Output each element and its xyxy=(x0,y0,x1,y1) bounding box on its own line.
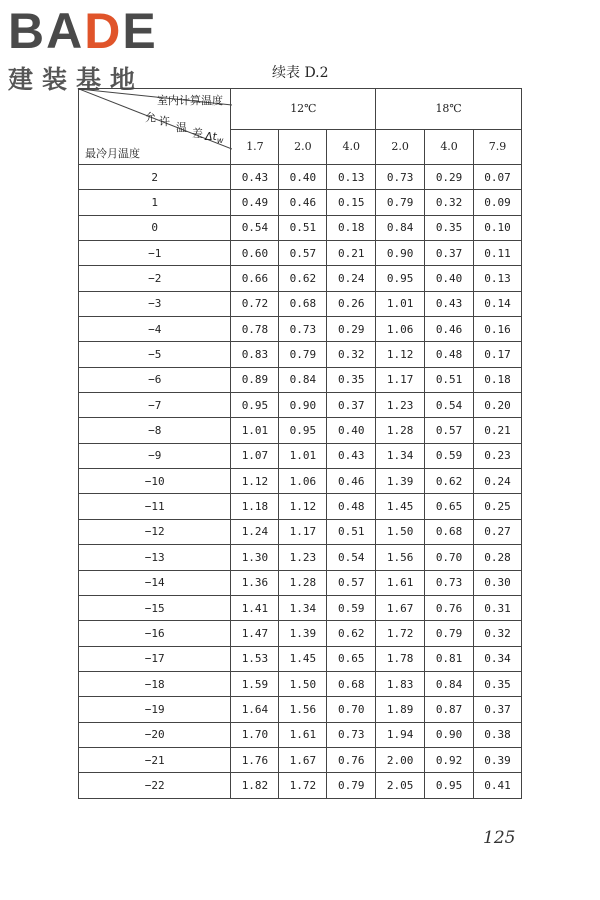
coldest-month-temp-cell: −1 xyxy=(79,241,231,266)
value-cell: 0.79 xyxy=(425,621,474,646)
value-cell: 1.06 xyxy=(376,317,425,342)
value-cell: 0.11 xyxy=(474,241,522,266)
table-row xyxy=(79,519,522,544)
table-row xyxy=(79,443,522,468)
coldest-month-temp-cell: −22 xyxy=(79,773,231,798)
value-cell: 1.34 xyxy=(376,443,425,468)
table-row xyxy=(79,545,522,570)
value-cell: 0.32 xyxy=(327,342,376,367)
coldest-month-temp-cell: 1 xyxy=(79,190,231,215)
value-cell: 0.48 xyxy=(425,342,474,367)
value-cell: 0.54 xyxy=(327,545,376,570)
value-cell: 0.43 xyxy=(327,443,376,468)
value-cell: 0.73 xyxy=(425,570,474,595)
value-cell: 1.89 xyxy=(376,697,425,722)
value-cell: 1.45 xyxy=(279,646,327,671)
value-cell: 0.73 xyxy=(327,722,376,747)
coldest-month-temp-cell: −11 xyxy=(79,494,231,519)
value-cell: 0.40 xyxy=(279,165,327,190)
table-row xyxy=(79,722,522,747)
value-cell: 0.84 xyxy=(376,215,425,240)
value-cell: 0.90 xyxy=(376,241,425,266)
value-cell: 0.54 xyxy=(425,393,474,418)
coldest-month-temp-cell: −13 xyxy=(79,545,231,570)
value-cell: 0.90 xyxy=(425,722,474,747)
value-cell: 0.48 xyxy=(327,494,376,519)
value-cell: 0.37 xyxy=(425,241,474,266)
value-cell: 1.61 xyxy=(376,570,425,595)
value-cell: 2.00 xyxy=(376,747,425,772)
coldest-month-temp-cell: −20 xyxy=(79,722,231,747)
value-cell: 1.94 xyxy=(376,722,425,747)
subheader-cell: 4.0 xyxy=(327,129,376,164)
value-cell: 0.68 xyxy=(327,671,376,696)
value-cell: 0.31 xyxy=(474,595,522,620)
value-cell: 0.70 xyxy=(327,697,376,722)
value-cell: 0.23 xyxy=(474,443,522,468)
value-cell: 1.01 xyxy=(231,418,279,443)
value-cell: 0.24 xyxy=(327,266,376,291)
coldest-month-temp-cell: −21 xyxy=(79,747,231,772)
subheader-cell: 4.0 xyxy=(425,129,474,164)
value-cell: 0.92 xyxy=(425,747,474,772)
value-cell: 0.37 xyxy=(327,393,376,418)
value-cell: 0.28 xyxy=(474,545,522,570)
value-cell: 1.53 xyxy=(231,646,279,671)
value-cell: 0.49 xyxy=(231,190,279,215)
coldest-month-temp-cell: −16 xyxy=(79,621,231,646)
value-cell: 0.66 xyxy=(231,266,279,291)
value-cell: 0.62 xyxy=(279,266,327,291)
logo-word-part: E xyxy=(122,3,158,59)
value-cell: 1.50 xyxy=(279,671,327,696)
table-row xyxy=(79,165,522,190)
value-cell: 0.40 xyxy=(327,418,376,443)
header-corner-cell xyxy=(79,89,231,165)
table-row xyxy=(79,291,522,316)
value-cell: 1.39 xyxy=(376,469,425,494)
value-cell: 0.43 xyxy=(425,291,474,316)
value-cell: 1.83 xyxy=(376,671,425,696)
value-cell: 1.34 xyxy=(279,595,327,620)
corner-label-allow-1: 允 xyxy=(145,111,156,124)
coldest-month-temp-cell: −3 xyxy=(79,291,231,316)
table-row xyxy=(79,697,522,722)
value-cell: 0.17 xyxy=(474,342,522,367)
value-cell: 0.73 xyxy=(376,165,425,190)
value-cell: 0.46 xyxy=(425,317,474,342)
coldest-month-temp-cell: −12 xyxy=(79,519,231,544)
value-cell: 1.23 xyxy=(376,393,425,418)
value-cell: 1.12 xyxy=(376,342,425,367)
value-cell: 0.65 xyxy=(327,646,376,671)
value-cell: 0.65 xyxy=(425,494,474,519)
value-cell: 1.12 xyxy=(279,494,327,519)
value-cell: 0.68 xyxy=(425,519,474,544)
value-cell: 0.79 xyxy=(376,190,425,215)
subheader-cell: 7.9 xyxy=(474,129,522,164)
value-cell: 1.18 xyxy=(231,494,279,519)
value-cell: 0.83 xyxy=(231,342,279,367)
coldest-month-temp-cell: −7 xyxy=(79,393,231,418)
table-row xyxy=(79,266,522,291)
value-cell: 1.59 xyxy=(231,671,279,696)
value-cell: 1.36 xyxy=(231,570,279,595)
value-cell: 0.57 xyxy=(425,418,474,443)
value-cell: 0.10 xyxy=(474,215,522,240)
value-cell: 1.41 xyxy=(231,595,279,620)
subheader-cell: 1.7 xyxy=(231,129,279,164)
value-cell: 0.84 xyxy=(425,671,474,696)
corner-label-delta xyxy=(205,130,223,145)
table-row xyxy=(79,317,522,342)
value-cell: 1.06 xyxy=(279,469,327,494)
value-cell: 1.24 xyxy=(231,519,279,544)
value-cell: 0.13 xyxy=(474,266,522,291)
corner-label-allow-4: 差 xyxy=(192,127,203,140)
value-cell: 0.35 xyxy=(425,215,474,240)
value-cell: 0.16 xyxy=(474,317,522,342)
value-cell: 1.67 xyxy=(376,595,425,620)
value-cell: 0.43 xyxy=(231,165,279,190)
value-cell: 0.29 xyxy=(425,165,474,190)
value-cell: 1.45 xyxy=(376,494,425,519)
value-cell: 0.76 xyxy=(327,747,376,772)
value-cell: 1.50 xyxy=(376,519,425,544)
value-cell: 0.38 xyxy=(474,722,522,747)
value-cell: 1.30 xyxy=(231,545,279,570)
corner-delta-subscript: w xyxy=(216,136,224,146)
value-cell: 0.32 xyxy=(474,621,522,646)
value-cell: 0.21 xyxy=(474,418,522,443)
value-cell: 0.14 xyxy=(474,291,522,316)
value-cell: 0.51 xyxy=(279,215,327,240)
value-cell: 2.05 xyxy=(376,773,425,798)
data-table xyxy=(78,88,522,799)
coldest-month-temp-cell: −15 xyxy=(79,595,231,620)
table-row xyxy=(79,621,522,646)
value-cell: 0.90 xyxy=(279,393,327,418)
table-row xyxy=(79,215,522,240)
value-cell: 0.15 xyxy=(327,190,376,215)
value-cell: 0.25 xyxy=(474,494,522,519)
value-cell: 1.01 xyxy=(279,443,327,468)
corner-delta-symbol: Δt xyxy=(205,130,217,143)
corner-label-allow-3: 温 xyxy=(176,121,187,134)
table-row xyxy=(79,393,522,418)
value-cell: 0.51 xyxy=(425,367,474,392)
value-cell: 0.95 xyxy=(279,418,327,443)
coldest-month-temp-cell: −6 xyxy=(79,367,231,392)
value-cell: 0.62 xyxy=(327,621,376,646)
value-cell: 0.34 xyxy=(474,646,522,671)
table-row xyxy=(79,747,522,772)
value-cell: 1.23 xyxy=(279,545,327,570)
coldest-month-temp-cell: −19 xyxy=(79,697,231,722)
logo-subtitle: 建装基地 xyxy=(8,65,145,94)
value-cell: 0.24 xyxy=(474,469,522,494)
table-row xyxy=(79,418,522,443)
coldest-month-temp-cell: 2 xyxy=(79,165,231,190)
table-row xyxy=(79,367,522,392)
value-cell: 1.12 xyxy=(231,469,279,494)
value-cell: 0.79 xyxy=(327,773,376,798)
value-cell: 1.72 xyxy=(376,621,425,646)
value-cell: 0.35 xyxy=(474,671,522,696)
value-cell: 0.13 xyxy=(327,165,376,190)
value-cell: 1.17 xyxy=(376,367,425,392)
value-cell: 1.67 xyxy=(279,747,327,772)
value-cell: 0.27 xyxy=(474,519,522,544)
value-cell: 1.70 xyxy=(231,722,279,747)
value-cell: 1.76 xyxy=(231,747,279,772)
value-cell: 0.30 xyxy=(474,570,522,595)
coldest-month-temp-cell: −8 xyxy=(79,418,231,443)
value-cell: 0.18 xyxy=(474,367,522,392)
value-cell: 0.46 xyxy=(327,469,376,494)
value-cell: 0.37 xyxy=(474,697,522,722)
value-cell: 0.59 xyxy=(425,443,474,468)
value-cell: 0.35 xyxy=(327,367,376,392)
value-cell: 0.72 xyxy=(231,291,279,316)
coldest-month-temp-cell: −9 xyxy=(79,443,231,468)
coldest-month-temp-cell: −4 xyxy=(79,317,231,342)
value-cell: 0.32 xyxy=(425,190,474,215)
value-cell: 0.46 xyxy=(279,190,327,215)
value-cell: 1.78 xyxy=(376,646,425,671)
value-cell: 1.56 xyxy=(279,697,327,722)
value-cell: 1.64 xyxy=(231,697,279,722)
logo-word-part: BA xyxy=(8,3,85,59)
logo-wordmark xyxy=(8,3,158,59)
coldest-month-temp-cell: −18 xyxy=(79,671,231,696)
value-cell: 1.28 xyxy=(279,570,327,595)
subheader-cell: 2.0 xyxy=(279,129,327,164)
coldest-month-temp-cell: −2 xyxy=(79,266,231,291)
table-row xyxy=(79,241,522,266)
table-title: 续表 D.2 xyxy=(272,65,329,81)
value-cell: 0.70 xyxy=(425,545,474,570)
value-cell: 0.95 xyxy=(376,266,425,291)
value-cell: 0.29 xyxy=(327,317,376,342)
logo-word-accent: D xyxy=(84,3,123,59)
value-cell: 0.18 xyxy=(327,215,376,240)
table-row xyxy=(79,469,522,494)
corner-label-indoor-temp: 室内计算温度 xyxy=(157,94,223,107)
value-cell: 0.21 xyxy=(327,241,376,266)
coldest-month-temp-cell: −10 xyxy=(79,469,231,494)
value-cell: 0.57 xyxy=(279,241,327,266)
value-cell: 1.47 xyxy=(231,621,279,646)
group-header-12c: 12℃ xyxy=(231,89,376,130)
value-cell: 1.72 xyxy=(279,773,327,798)
table-row xyxy=(79,494,522,519)
value-cell: 0.78 xyxy=(231,317,279,342)
table-row xyxy=(79,595,522,620)
value-cell: 0.84 xyxy=(279,367,327,392)
value-cell: 0.39 xyxy=(474,747,522,772)
value-cell: 1.82 xyxy=(231,773,279,798)
corner-label-coldest-month: 最冷月温度 xyxy=(85,147,140,160)
value-cell: 0.41 xyxy=(474,773,522,798)
value-cell: 0.40 xyxy=(425,266,474,291)
value-cell: 0.60 xyxy=(231,241,279,266)
table-row xyxy=(79,570,522,595)
table-row xyxy=(79,190,522,215)
coldest-month-temp-cell: −17 xyxy=(79,646,231,671)
coldest-month-temp-cell: −5 xyxy=(79,342,231,367)
subheader-cell: 2.0 xyxy=(376,129,425,164)
value-cell: 0.79 xyxy=(279,342,327,367)
value-cell: 0.59 xyxy=(327,595,376,620)
value-cell: 0.54 xyxy=(231,215,279,240)
brand-logo xyxy=(8,3,158,96)
value-cell: 0.26 xyxy=(327,291,376,316)
value-cell: 1.39 xyxy=(279,621,327,646)
table-row xyxy=(79,671,522,696)
value-cell: 1.17 xyxy=(279,519,327,544)
value-cell: 0.95 xyxy=(425,773,474,798)
value-cell: 1.28 xyxy=(376,418,425,443)
value-cell: 0.81 xyxy=(425,646,474,671)
value-cell: 0.20 xyxy=(474,393,522,418)
group-header-18c: 18℃ xyxy=(376,89,522,130)
value-cell: 0.57 xyxy=(327,570,376,595)
value-cell: 0.51 xyxy=(327,519,376,544)
value-cell: 1.01 xyxy=(376,291,425,316)
table-body xyxy=(79,165,522,799)
value-cell: 0.76 xyxy=(425,595,474,620)
value-cell: 0.87 xyxy=(425,697,474,722)
page-number: 125 xyxy=(483,828,516,848)
value-cell: 1.07 xyxy=(231,443,279,468)
table-row xyxy=(79,342,522,367)
table-row xyxy=(79,773,522,798)
value-cell: 0.68 xyxy=(279,291,327,316)
value-cell: 0.62 xyxy=(425,469,474,494)
value-cell: 0.07 xyxy=(474,165,522,190)
table-row xyxy=(79,646,522,671)
value-cell: 0.89 xyxy=(231,367,279,392)
value-cell: 0.09 xyxy=(474,190,522,215)
value-cell: 1.56 xyxy=(376,545,425,570)
value-cell: 0.73 xyxy=(279,317,327,342)
value-cell: 1.61 xyxy=(279,722,327,747)
coldest-month-temp-cell: −14 xyxy=(79,570,231,595)
value-cell: 0.95 xyxy=(231,393,279,418)
coldest-month-temp-cell: 0 xyxy=(79,215,231,240)
corner-label-allow-2: 许 xyxy=(159,115,170,128)
